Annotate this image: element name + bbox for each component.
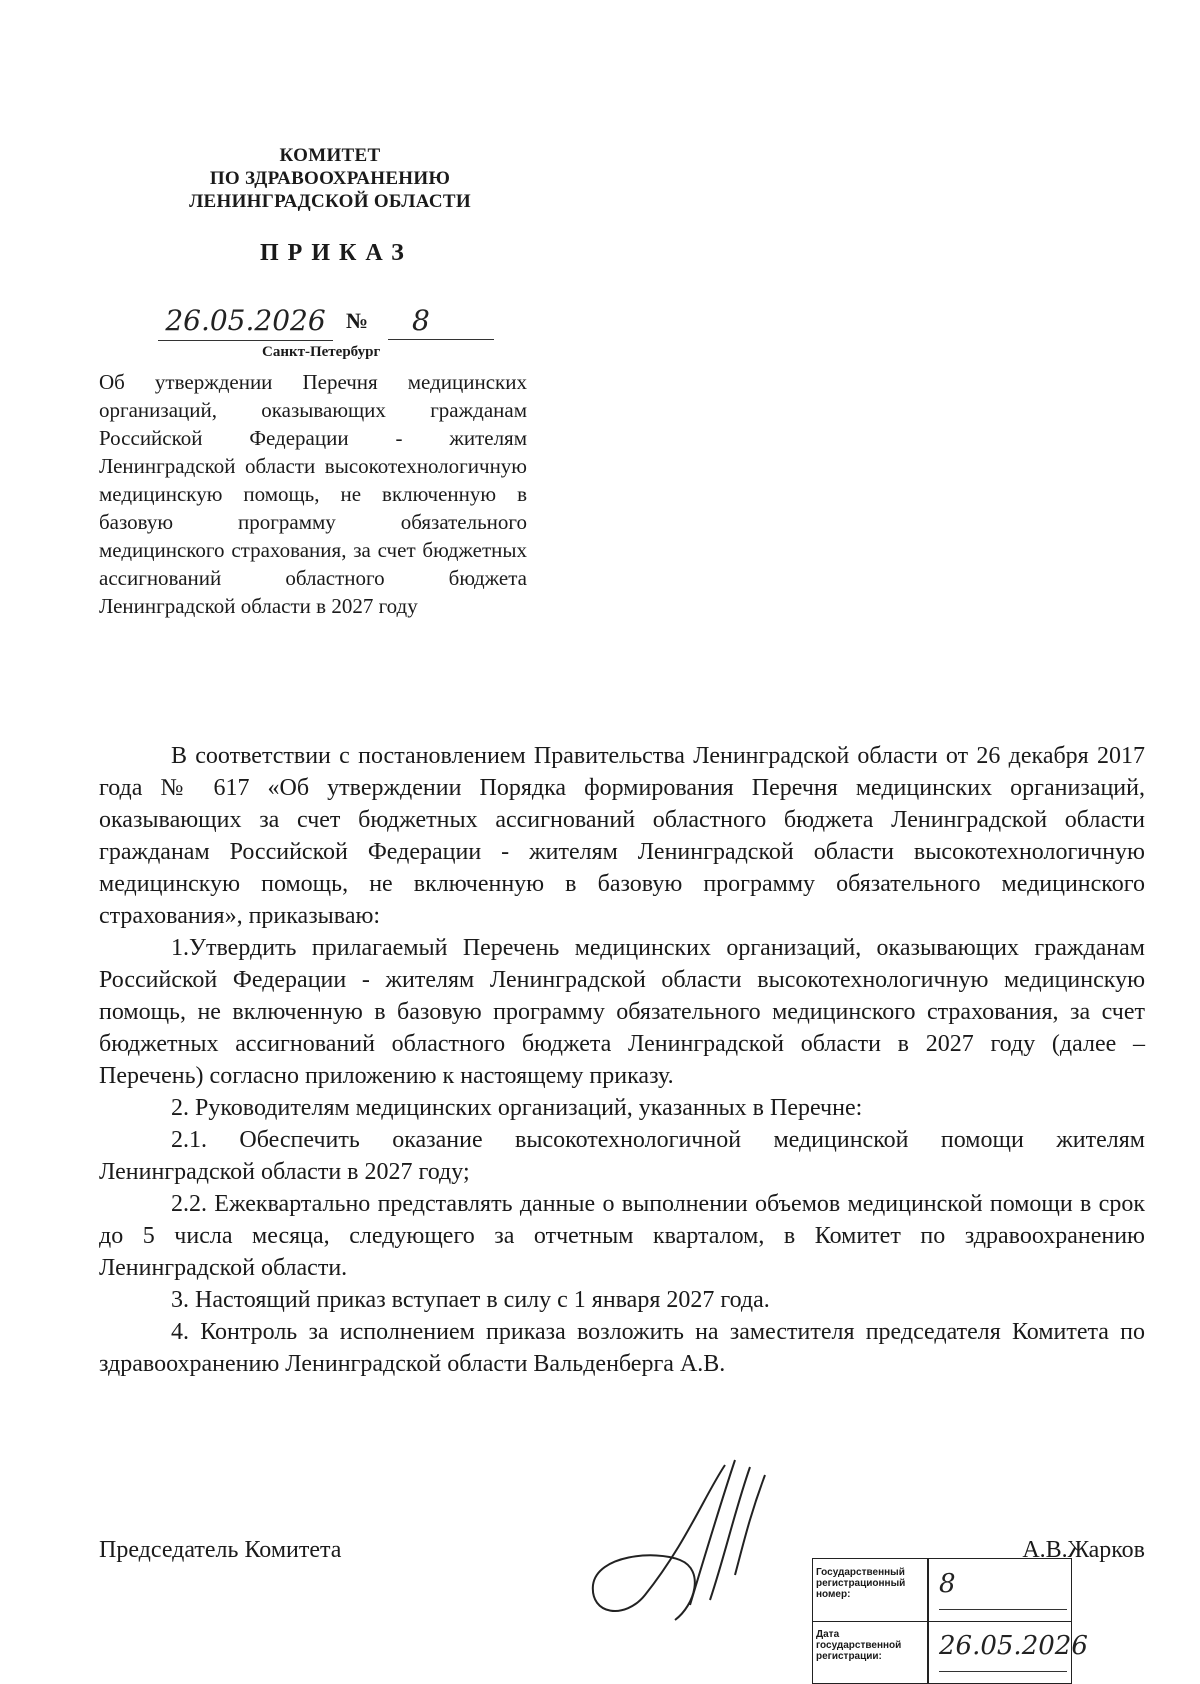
issue-city: Санкт-Петербург bbox=[262, 344, 381, 360]
organization-header bbox=[170, 144, 490, 213]
document-body bbox=[99, 740, 1145, 1380]
item-1-paragraph: 1.Утвердить прилагаемый Перечень медицинских организаций, оказывающих гражданам Российской Федерации - жителям Ленинградской области высокотехнологичную медицинскую помощь, не включенную в базовую программу обязательного медицинского страхования, за счет бюджетных ассигнований областного бюджета Ленинградской области в 2027 году (далее – Перечень) согласно приложению к настоящему приказу. bbox=[99, 935, 1145, 1089]
item-2-paragraph: 2. Руководителям медицинских организаций, указанных в Перечне: bbox=[171, 1095, 863, 1121]
org-name-line3: ЛЕНИНГРАДСКОЙ ОБЛАСТИ bbox=[189, 191, 471, 212]
stamp-number-row bbox=[813, 1559, 1071, 1622]
signer-position: Председатель Комитета bbox=[99, 1537, 342, 1563]
number-sign: № bbox=[346, 308, 369, 333]
stamp-date-value: 26.05.2026 bbox=[939, 1631, 1088, 1661]
order-date-number bbox=[150, 302, 495, 346]
stamp-number-value-box bbox=[939, 1569, 1067, 1610]
item-3-paragraph: 3. Настоящий приказ вступает в силу с 1 января 2027 года. bbox=[171, 1287, 770, 1313]
document-subject: Об утверждении Перечня медицинских организаций, оказывающих гражданам Российской Федерации - жителям Ленинградской области высокотехнологичную медицинскую помощь, не включенную в базовую программу обязательного медицинского страхования, за счет бюджетных ассигнований областного бюджета Ленинградской области в 2027 году bbox=[99, 370, 527, 618]
item-4-paragraph: 4. Контроль за исполнением приказа возложить на заместителя председателя Комитета по здравоохранению Ленинградской области Вальденберга А.В. bbox=[99, 1319, 1145, 1377]
stamp-divider bbox=[927, 1559, 929, 1621]
org-name-line1: КОМИТЕТ bbox=[279, 145, 381, 166]
stamp-number-value: 8 bbox=[939, 1569, 956, 1599]
document-type: ПРИКАЗ bbox=[260, 240, 413, 266]
stamp-date-label: Дата государственной регистрации: bbox=[816, 1629, 902, 1662]
item-2-2-paragraph: 2.2. Ежеквартально представлять данные о выполнении объемов медицинской помощи в срок до 5 числа месяца, следующего за отчетным кварталом, в Комитет по здравоохранению Ленинградской области. bbox=[99, 1191, 1145, 1281]
preamble-paragraph: В соответствии с постановлением Правительства Ленинградской области от 26 декабря 2017 года № 617 «Об утверждении Порядка формирования Перечня медицинских организаций, оказывающих за счет бюджетных ассигнований областного бюджета Ленинградской области гражданам Российской Федерации - жителям Ленинградской области высокотехнологичную медицинскую помощь, не включенную в базовую программу обязательного медицинского страхования», приказываю: bbox=[99, 743, 1145, 929]
signer-name: А.В.Жарков bbox=[1022, 1537, 1145, 1563]
stamp-divider bbox=[927, 1621, 929, 1683]
order-number: 8 bbox=[388, 304, 494, 340]
registration-stamp bbox=[812, 1558, 1088, 1684]
stamp-date-value-box bbox=[939, 1631, 1088, 1672]
org-name-line2: ПО ЗДРАВООХРАНЕНИЮ bbox=[209, 168, 451, 189]
stamp-number-label: Государственный регистрационный номер: bbox=[816, 1567, 906, 1600]
item-2-1-paragraph: 2.1. Обеспечить оказание высокотехнологичной медицинской помощи жителям Ленинградской области в 2027 году; bbox=[99, 1127, 1145, 1185]
stamp-date-row bbox=[813, 1621, 1088, 1683]
order-date: 26.05.2026 bbox=[158, 304, 333, 341]
